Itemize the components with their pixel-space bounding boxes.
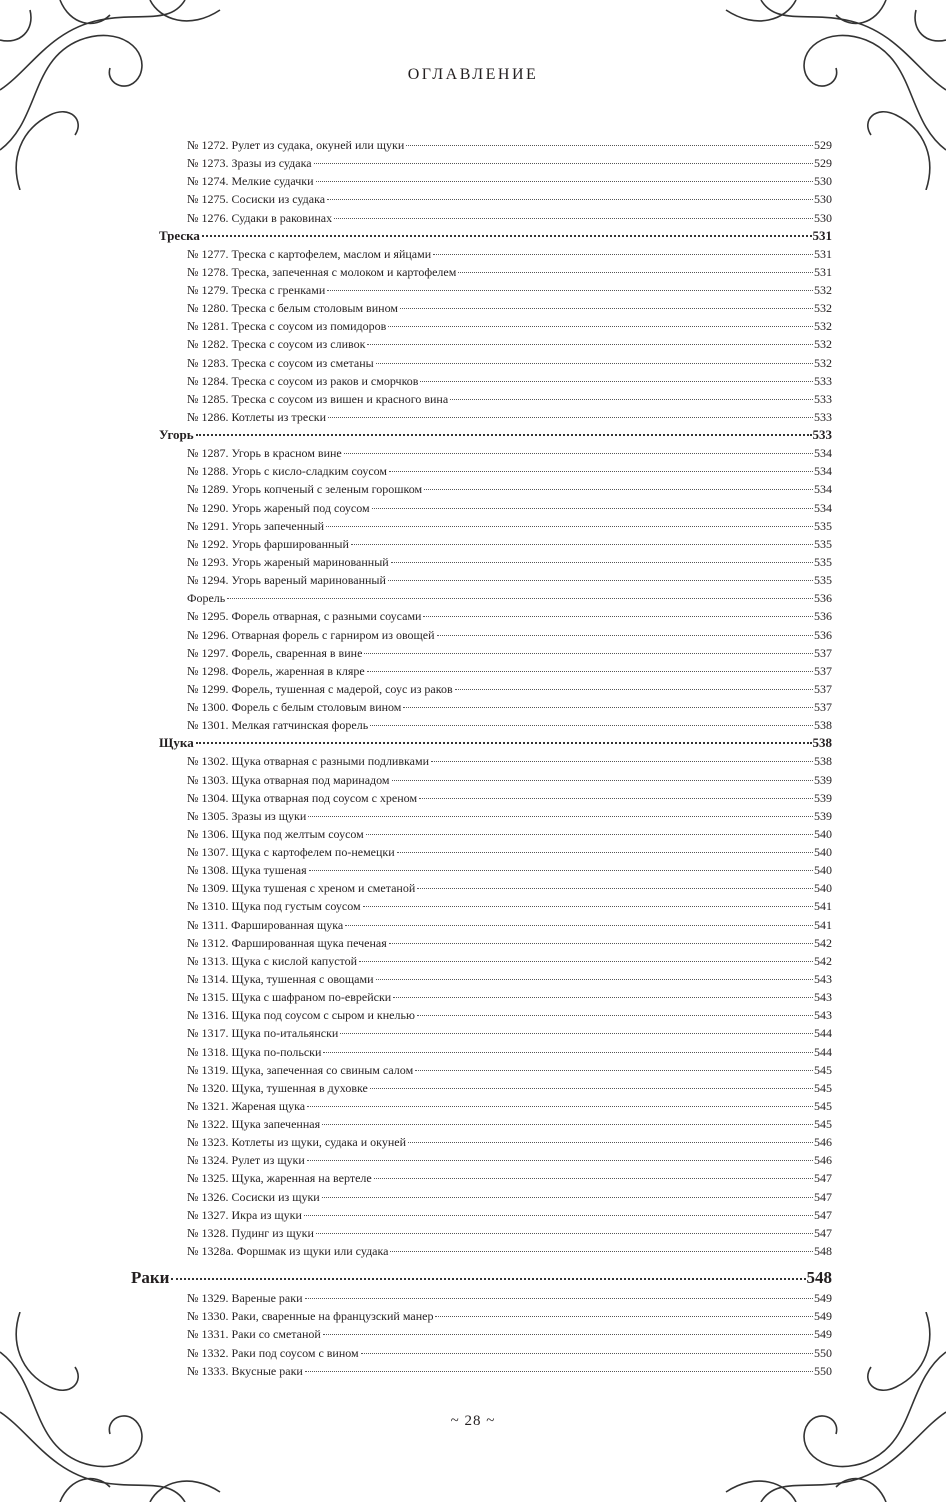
toc-entry-title: № 1315. Щука с шафраном по-еврейски: [187, 990, 392, 1005]
toc-entry-title: № 1331. Раки со сметаной: [187, 1327, 321, 1342]
toc-entry[interactable]: [187, 390, 832, 408]
toc-entry-title: № 1290. Угорь жареный под соусом: [187, 500, 370, 515]
dot-leader: [196, 742, 812, 744]
dot-leader: [455, 689, 813, 690]
toc-entry-page: 537: [814, 663, 832, 678]
toc-entry[interactable]: [187, 209, 832, 227]
toc-entry-title: № 1309. Щука тушеная с хреном и сметаной: [187, 881, 416, 896]
dot-leader: [388, 326, 813, 327]
toc-entry[interactable]: [187, 517, 832, 535]
toc-entry-page: 540: [814, 845, 832, 860]
toc-entry-title: № 1317. Щука по-итальянски: [187, 1026, 339, 1041]
toc-entry-title: № 1321. Жареная щука: [187, 1098, 306, 1113]
toc-entry-page: 536: [814, 591, 832, 606]
toc-entry-title: № 1292. Угорь фаршированный: [187, 536, 349, 551]
toc-entry-page: 534: [814, 464, 832, 479]
toc-entry-page: 544: [814, 1044, 832, 1059]
toc-entry[interactable]: [187, 988, 832, 1006]
toc-entry[interactable]: [187, 317, 832, 335]
toc-entry-page: 549: [814, 1327, 832, 1342]
dot-leader: [334, 218, 813, 219]
toc-entry-page: 532: [814, 283, 832, 298]
toc-entry[interactable]: [187, 1115, 832, 1133]
dot-leader: [307, 1160, 813, 1161]
toc-entry-page: 534: [814, 446, 832, 461]
toc-entry-title: № 1284. Треска с соусом из раков и сморчков: [187, 373, 419, 388]
dot-leader: [340, 1033, 813, 1034]
toc-entry[interactable]: [187, 299, 832, 317]
toc-entry[interactable]: [187, 1224, 832, 1242]
toc-entry[interactable]: [187, 952, 832, 970]
toc-entry[interactable]: [187, 916, 832, 934]
toc-entry-title: № 1304. Щука отварная под соусом с хреном: [187, 790, 418, 805]
toc-entry-page: 548: [806, 1268, 832, 1288]
toc-entry-page: 542: [814, 935, 832, 950]
toc-entry-title: № 1319. Щука, запеченная со свиным салом: [187, 1062, 414, 1077]
toc-entry-title: № 1314. Щука, тушенная с овощами: [187, 971, 374, 986]
dot-leader: [393, 997, 813, 998]
toc-entry-title: № 1277. Треска с картофелем, маслом и яйцами: [187, 246, 432, 261]
dot-leader: [202, 235, 812, 237]
toc-entry-title: № 1294. Угорь вареный маринованный: [187, 573, 386, 588]
toc-entry-title: № 1324. Рулет из щуки: [187, 1153, 305, 1168]
toc-entry-page: 533: [814, 391, 832, 406]
toc-entry-page: 542: [814, 953, 832, 968]
toc-entry-page: 543: [814, 971, 832, 986]
toc-entry[interactable]: [187, 553, 832, 571]
toc-entry[interactable]: [187, 789, 832, 807]
dot-leader: [359, 961, 813, 962]
dot-leader: [344, 453, 813, 454]
toc-entry-page: 541: [814, 917, 832, 932]
dot-leader: [328, 417, 813, 418]
toc-entry-title: № 1299. Форель, тушенная с мадерой, соус из раков: [187, 681, 453, 696]
toc-entry-page: 537: [814, 681, 832, 696]
toc-entry-title: № 1320. Щука, тушенная в духовке: [187, 1080, 368, 1095]
toc-entry-title: № 1306. Щука под желтым соусом: [187, 826, 364, 841]
toc-entry[interactable]: [187, 1188, 832, 1206]
toc-entry-page: 530: [814, 210, 832, 225]
toc-entry-title: № 1298. Форель, жаренная в кляре: [187, 663, 365, 678]
toc-entry-page: 534: [814, 482, 832, 497]
toc-entry[interactable]: [187, 372, 832, 390]
toc-entry-page: 535: [814, 518, 832, 533]
toc-entry[interactable]: [187, 1133, 832, 1151]
toc-entry-page: 531: [812, 227, 832, 243]
toc-entry-title: № 1274. Мелкие судачки: [187, 174, 314, 189]
toc-entry[interactable]: [187, 1043, 832, 1061]
toc-entry-title: № 1276. Судаки в раковинах: [187, 210, 333, 225]
toc-entry-title: № 1273. Зразы из судака: [187, 156, 312, 171]
toc-entry[interactable]: [187, 1169, 832, 1187]
toc-entry-title: № 1316. Щука под соусом с сыром и кнелью: [187, 1008, 415, 1023]
toc-entry-title: № 1291. Угорь запеченный: [187, 518, 325, 533]
toc-entry-page: 550: [814, 1363, 832, 1378]
toc-entry-title: № 1313. Щука с кислой капустой: [187, 953, 358, 968]
toc-entry-page: 545: [814, 1098, 832, 1113]
dot-leader: [431, 761, 813, 762]
toc-entry-page: 537: [814, 645, 832, 660]
toc-entry[interactable]: [187, 1006, 832, 1024]
toc-section-section[interactable]: [159, 227, 832, 245]
toc-entry-title: № 1278. Треска, запеченная с молоком и картофелем: [187, 264, 457, 279]
dot-leader: [363, 906, 813, 907]
toc-entry[interactable]: [187, 571, 832, 589]
toc-entry-page: 547: [814, 1171, 832, 1186]
toc-entry-title: № 1272. Рулет из судака, окуней или щуки: [187, 138, 405, 152]
toc-entry[interactable]: [187, 1344, 832, 1362]
toc-entry-title: Треска: [159, 227, 200, 243]
dot-leader: [392, 780, 813, 781]
toc-entry-page: 533: [812, 427, 832, 443]
dot-leader: [322, 1124, 813, 1125]
dot-leader: [376, 979, 813, 980]
dot-leader: [361, 1353, 813, 1354]
toc-entry-title: № 1308. Щука тушеная: [187, 863, 307, 878]
dot-leader: [323, 1052, 813, 1053]
page-title: ОГЛАВЛЕНИЕ: [407, 66, 539, 83]
toc-entry-title: № 1328а. Форшмак из щуки или судака: [187, 1243, 389, 1258]
toc-entry-title: № 1323. Котлеты из щуки, судака и окуней: [187, 1135, 406, 1150]
toc-entry-title: № 1301. Мелкая гатчинская форель: [187, 718, 369, 733]
dot-leader: [327, 199, 813, 200]
toc-entry-page: 543: [814, 1008, 832, 1023]
toc-entry-title: № 1303. Щука отварная под маринадом: [187, 772, 390, 787]
dot-leader: [437, 635, 813, 636]
toc-entry[interactable]: [187, 1061, 832, 1079]
toc-entry[interactable]: [187, 1079, 832, 1097]
dot-leader: [417, 888, 813, 889]
toc-entry[interactable]: [187, 970, 832, 988]
toc-entry[interactable]: [187, 716, 832, 734]
dot-leader: [326, 526, 813, 527]
toc-entry[interactable]: [187, 1242, 832, 1260]
toc-entry-page: 535: [814, 536, 832, 551]
dot-leader: [370, 725, 813, 726]
dot-leader: [227, 598, 813, 599]
toc-entry-page: 537: [814, 700, 832, 715]
toc-entry[interactable]: [187, 354, 832, 372]
toc-entry[interactable]: [187, 1097, 832, 1115]
toc-entry-page: 547: [814, 1207, 832, 1222]
toc-entry[interactable]: [187, 771, 832, 789]
toc-entry-page: 538: [814, 718, 832, 733]
toc-entry-title: № 1329. Вареные раки: [187, 1291, 303, 1306]
toc-section-major[interactable]: [131, 1267, 832, 1289]
dot-leader: [458, 272, 813, 273]
dot-leader: [435, 1316, 813, 1317]
toc-entry[interactable]: [187, 680, 832, 698]
toc-entry-page: 549: [814, 1291, 832, 1306]
toc-entry-page: 532: [814, 301, 832, 316]
toc-entry[interactable]: [187, 644, 832, 662]
toc-entry-page: 545: [814, 1117, 832, 1132]
toc-entry[interactable]: [187, 1289, 832, 1307]
toc-entry-page: 535: [814, 573, 832, 588]
toc-entry-title: № 1287. Угорь в красном вине: [187, 446, 342, 461]
dot-leader: [305, 1298, 814, 1299]
toc-entry[interactable]: [187, 1307, 832, 1325]
toc-entry-page: 546: [814, 1135, 832, 1150]
toc-entry[interactable]: [187, 535, 832, 553]
dot-leader: [304, 1215, 813, 1216]
toc-entry[interactable]: [187, 1151, 832, 1169]
toc-entry-page: 531: [814, 264, 832, 279]
toc-entry-page: 545: [814, 1080, 832, 1095]
toc-entry[interactable]: [187, 1024, 832, 1042]
toc-entry-title: № 1286. Котлеты из трески: [187, 409, 327, 424]
toc-entry[interactable]: [187, 1325, 832, 1343]
dot-leader: [367, 671, 813, 672]
toc-entry[interactable]: [187, 281, 832, 299]
toc-entry-page: 539: [814, 808, 832, 823]
toc-entry-title: № 1327. Икра из щуки: [187, 1207, 302, 1222]
toc-entry-page: 532: [814, 319, 832, 334]
dot-leader: [433, 254, 813, 255]
toc-entry-page: 547: [814, 1225, 832, 1240]
page-number: ~ 28 ~: [450, 1413, 496, 1429]
toc-entry-title: № 1328. Пудинг из щуки: [187, 1225, 314, 1240]
dot-leader: [417, 1015, 813, 1016]
toc-entry-page: 548: [814, 1243, 832, 1258]
toc-entry-title: Форель: [187, 591, 226, 606]
dot-leader: [391, 562, 813, 563]
toc-entry-title: № 1281. Треска с соусом из помидоров: [187, 319, 387, 334]
dot-leader: [351, 544, 813, 545]
dot-leader: [388, 580, 813, 581]
toc-entry[interactable]: [187, 807, 832, 825]
toc-entry-page: 538: [812, 735, 832, 751]
dot-leader: [423, 616, 813, 617]
toc-entry-page: 529: [814, 138, 832, 152]
dot-leader: [314, 163, 813, 164]
dot-leader: [400, 308, 813, 309]
toc-entry-page: 533: [814, 409, 832, 424]
toc-entry[interactable]: [187, 190, 832, 208]
dot-leader: [309, 870, 813, 871]
toc-entry-title: № 1333. Вкусные раки: [187, 1363, 303, 1378]
toc-entry[interactable]: [187, 154, 832, 172]
toc-entry-title: № 1283. Треска с соусом из сметаны: [187, 355, 374, 370]
toc-entry[interactable]: [187, 263, 832, 281]
toc-entry[interactable]: [187, 626, 832, 644]
toc-entry[interactable]: [187, 752, 832, 770]
toc-entry-page: 549: [814, 1309, 832, 1324]
toc-entry-title: № 1300. Форель с белым столовым вином: [187, 700, 402, 715]
toc-entry-title: № 1275. Сосиски из судака: [187, 192, 326, 207]
toc-entry[interactable]: [187, 861, 832, 879]
toc-entry-title: № 1322. Щука запеченная: [187, 1117, 321, 1132]
toc-entry-page: 546: [814, 1153, 832, 1168]
toc-entry[interactable]: [187, 462, 832, 480]
toc-entry[interactable]: [187, 879, 832, 897]
dot-leader: [367, 344, 813, 345]
toc-entry-page: 550: [814, 1345, 832, 1360]
dot-leader: [316, 181, 813, 182]
toc-entry-page: 539: [814, 772, 832, 787]
toc-entry-title: № 1326. Сосиски из щуки: [187, 1189, 320, 1204]
dot-leader: [370, 1088, 813, 1089]
toc-entry-title: № 1302. Щука отварная с разными подливками: [187, 754, 430, 769]
toc-entry-page: 533: [814, 373, 832, 388]
toc-entry-title: № 1289. Угорь копченый с зеленым горошком: [187, 482, 423, 497]
dot-leader: [424, 489, 813, 490]
toc-entry-title: № 1311. Фаршированная щука: [187, 917, 344, 932]
toc-entry-page: 540: [814, 881, 832, 896]
toc-entry-title: № 1307. Щука с картофелем по-немецки: [187, 845, 395, 860]
toc-entry-page: 536: [814, 609, 832, 624]
dot-leader: [322, 1197, 813, 1198]
dot-leader: [327, 290, 813, 291]
dot-leader: [376, 363, 813, 364]
toc-entry-page: 535: [814, 554, 832, 569]
toc-entry[interactable]: [187, 934, 832, 952]
toc-entry-title: № 1312. Фаршированная щука печеная: [187, 935, 387, 950]
toc-entry-page: 540: [814, 826, 832, 841]
toc-entry-page: 541: [814, 899, 832, 914]
toc-entry-title: Угорь: [159, 427, 194, 443]
dot-leader: [403, 707, 813, 708]
toc-entry-title: № 1288. Угорь с кисло-сладким соусом: [187, 464, 388, 479]
toc-entry-page: 545: [814, 1062, 832, 1077]
dot-leader: [374, 1178, 813, 1179]
toc-section-section[interactable]: [159, 734, 832, 752]
dot-leader: [366, 834, 813, 835]
toc-entry-page: 530: [814, 192, 832, 207]
toc-entry-title: № 1293. Угорь жареный маринованный: [187, 554, 389, 569]
toc-entry[interactable]: [187, 499, 832, 517]
toc-entry[interactable]: [187, 444, 832, 462]
toc-entry-title: № 1330. Раки, сваренные на французский манер: [187, 1309, 434, 1324]
dot-leader: [408, 1142, 813, 1143]
toc-entry-page: 536: [814, 627, 832, 642]
toc-section-sub[interactable]: [187, 589, 832, 607]
toc-entry-title: № 1297. Форель, сваренная в вине: [187, 645, 363, 660]
dot-leader: [450, 399, 813, 400]
dot-leader: [345, 925, 813, 926]
toc-entry[interactable]: [187, 843, 832, 861]
dot-leader: [406, 145, 813, 146]
toc-entry-title: № 1310. Щука под густым соусом: [187, 899, 361, 914]
toc-entry-title: № 1279. Треска с гренками: [187, 283, 326, 298]
toc-entry[interactable]: [187, 408, 832, 426]
toc-entry-title: № 1280. Треска с белым столовым вином: [187, 301, 398, 316]
toc-entry-page: 538: [814, 754, 832, 769]
toc-entry[interactable]: [187, 897, 832, 915]
toc-entry-title: № 1305. Зразы из щуки: [187, 808, 307, 823]
toc-entry[interactable]: [187, 172, 832, 190]
dot-leader: [171, 1278, 805, 1280]
toc-entry-title: Щука: [159, 735, 194, 751]
dot-leader: [308, 816, 813, 817]
toc-entry-title: Раки: [131, 1268, 170, 1288]
dot-leader: [364, 653, 813, 654]
dot-leader: [420, 381, 813, 382]
dot-leader: [415, 1070, 813, 1071]
toc-entry[interactable]: [187, 480, 832, 498]
toc-entry-page: 529: [814, 156, 832, 171]
toc-entry-page: 540: [814, 863, 832, 878]
dot-leader: [372, 508, 813, 509]
toc-entry[interactable]: [187, 825, 832, 843]
dot-leader: [196, 434, 812, 436]
dot-leader: [397, 852, 813, 853]
toc-entry-page: 539: [814, 790, 832, 805]
toc-entry-page: 544: [814, 1026, 832, 1041]
toc-entry[interactable]: [187, 607, 832, 625]
toc-entry-title: № 1318. Щука по-польски: [187, 1044, 322, 1059]
toc-entry[interactable]: [187, 136, 832, 154]
toc-entry-title: № 1325. Щука, жаренная на вертеле: [187, 1171, 372, 1186]
dot-leader: [307, 1106, 813, 1107]
dot-leader: [323, 1334, 813, 1335]
toc-section-section[interactable]: [159, 426, 832, 444]
dot-leader: [389, 471, 813, 472]
toc-entry-page: 530: [814, 174, 832, 189]
toc-entry-title: № 1282. Треска с соусом из сливок: [187, 337, 366, 352]
toc-entry-page: 531: [814, 246, 832, 261]
toc-entry-title: № 1285. Треска с соусом из вишен и красного вина: [187, 391, 449, 406]
toc-entry[interactable]: [187, 698, 832, 716]
dot-leader: [419, 798, 813, 799]
toc-entry[interactable]: [187, 662, 832, 680]
toc-entry-page: 532: [814, 355, 832, 370]
dot-leader: [390, 1251, 813, 1252]
dot-leader: [316, 1233, 813, 1234]
toc-entry[interactable]: [187, 1206, 832, 1224]
toc-entry[interactable]: [187, 335, 832, 353]
toc-entry[interactable]: [187, 245, 832, 263]
toc-entry-title: № 1296. Отварная форель с гарниром из овощей: [187, 627, 435, 642]
toc-entry[interactable]: [187, 1362, 832, 1380]
toc-entry-page: 534: [814, 500, 832, 515]
dot-leader: [389, 943, 813, 944]
toc-entry-title: № 1332. Раки под соусом с вином: [187, 1345, 359, 1360]
toc-entry-page: 532: [814, 337, 832, 352]
dot-leader: [305, 1371, 813, 1372]
toc-entry-page: 547: [814, 1189, 832, 1204]
toc-entry-title: № 1295. Форель отварная, с разными соусами: [187, 609, 422, 624]
toc-entry-page: 543: [814, 990, 832, 1005]
